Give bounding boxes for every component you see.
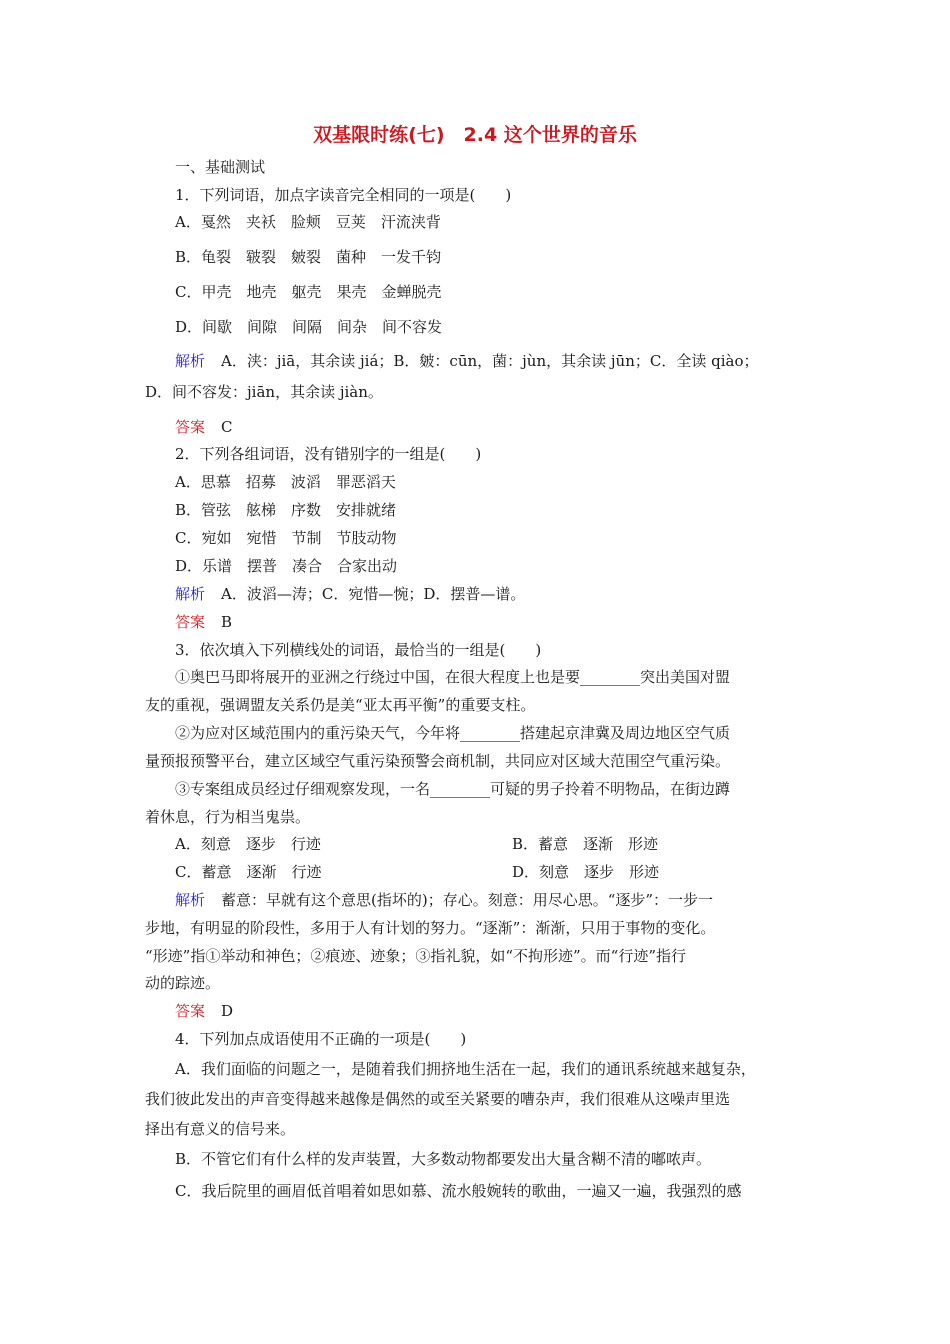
q4-option-c: C．我后院里的画眉低首唱着如思如慕、流水般婉转的歌曲，一遍又一遍，我强烈的感 bbox=[175, 1182, 742, 1200]
q2-answer bbox=[175, 611, 232, 633]
q2-stem: 2．下列各组词语，没有错别字的一组是( ) bbox=[175, 445, 482, 463]
page-title: 双基限时练(七) 2.4 这个世界的音乐 bbox=[313, 124, 637, 146]
q3-passage-3: ③专案组成员经过仔细观察发现，一名________可疑的男子拎着不明物品，在街边蹲 bbox=[175, 780, 731, 798]
q3-passage-1: ①奥巴马即将展开的亚洲之行绕过中国，在很大程度上也是要________突出美国对盟 bbox=[175, 668, 731, 686]
q3-stem: 3．依次填入下列横线处的词语，最恰当的一组是( ) bbox=[175, 641, 542, 659]
q2-analysis bbox=[175, 583, 525, 605]
q1-answer bbox=[175, 416, 233, 438]
answer-text: C bbox=[221, 418, 233, 436]
q2-option-a: A．思慕 招募 波滔 罪恶滔天 bbox=[175, 473, 396, 491]
q1-option-a: A．戛然 夹袄 脸颊 豆荚 汗流浃背 bbox=[175, 213, 441, 231]
q1-option-c: C．甲壳 地壳 躯壳 果壳 金蝉脱壳 bbox=[175, 283, 442, 301]
q3-analysis-cont-1: 步地，有明显的阶段性，多用于人有计划的努力。“逐渐”：渐渐，只用于事物的变化。 bbox=[145, 919, 716, 937]
q3-analysis-cont-2: “形迹”指①举动和神色；②痕迹、迹象；③指礼貌，如“不拘形迹”。而“行迹”指行 bbox=[145, 947, 687, 965]
q4-option-b: B．不管它们有什么样的发声装置，大多数动物都要发出大量含糊不清的嘟哝声。 bbox=[175, 1150, 712, 1168]
q4-option-a: A．我们面临的问题之一，是随着我们拥挤地生活在一起，我们的通讯系统越来越复杂， bbox=[175, 1060, 756, 1078]
q4-option-a-cont-1: 我们彼此发出的声音变得越来越像是偶然的或至关紧要的嘈杂声，我们很难从这噪声里选 bbox=[145, 1090, 731, 1108]
q3-analysis bbox=[175, 889, 713, 911]
answer-text: B bbox=[221, 613, 233, 631]
q1-option-d: D．间歇 间隙 间隔 间杂 间不容发 bbox=[175, 318, 443, 336]
analysis-label: 解析 bbox=[175, 891, 206, 909]
analysis-text: A．浃：jiā，其余读 jiá；B．皴：cūn，菌：jùn，其余读 jūn；C．全读 qiào； bbox=[221, 352, 759, 370]
answer-text: D bbox=[221, 1002, 234, 1020]
q2-option-d: D．乐谱 摆普 凑合 合家出动 bbox=[175, 557, 398, 575]
analysis-text: 蓄意：早就有这个意思(指坏的)；存心。刻意：用尽心思。“逐步”：一步一 bbox=[221, 891, 714, 909]
q3-passage-1-cont: 友的重视，强调盟友关系仍是美“亚太再平衡”的重要支柱。 bbox=[145, 696, 536, 714]
q1-stem: 1．下列词语，加点字读音完全相同的一项是( ) bbox=[175, 186, 512, 204]
answer-label: 答案 bbox=[175, 1002, 206, 1020]
answer-label: 答案 bbox=[175, 418, 206, 436]
q3-analysis-cont-3: 动的踪迹。 bbox=[145, 974, 221, 992]
q4-option-a-cont-2: 择出有意义的信号来。 bbox=[145, 1120, 296, 1138]
analysis-label: 解析 bbox=[175, 585, 206, 603]
q4-stem: 4．下列加点成语使用不正确的一项是( ) bbox=[175, 1030, 467, 1048]
q3-option-b: B．蓄意 逐渐 形迹 bbox=[512, 835, 659, 853]
q3-passage-3-cont: 着休息，行为相当鬼祟。 bbox=[145, 808, 311, 826]
q3-option-a: A．刻意 逐步 行迹 bbox=[175, 835, 321, 853]
analysis-text: A．波滔—涛；C．宛惜—惋；D．摆普—谱。 bbox=[221, 585, 526, 603]
q2-option-c: C．宛如 宛惜 节制 节肢动物 bbox=[175, 529, 397, 547]
q1-option-b: B．龟裂 皲裂 皴裂 菌种 一发千钧 bbox=[175, 248, 442, 266]
analysis-label: 解析 bbox=[175, 352, 206, 370]
q3-passage-2: ②为应对区域范围内的重污染天气，今年将________搭建起京津冀及周边地区空气质 bbox=[175, 724, 731, 742]
q2-option-b: B．管弦 舷梯 序数 安排就绪 bbox=[175, 501, 397, 519]
q3-option-c: C．蓄意 逐渐 行迹 bbox=[175, 863, 322, 881]
q3-option-d: D．刻意 逐步 形迹 bbox=[512, 863, 660, 881]
q1-analysis-cont: D．间不容发：jiān，其余读 jiàn。 bbox=[145, 383, 383, 401]
q1-analysis bbox=[175, 350, 758, 372]
section-heading: 一、基础测试 bbox=[175, 158, 266, 176]
q3-passage-2-cont: 量预报预警平台，建立区域空气重污染预警会商机制，共同应对区域大范围空气重污染。 bbox=[145, 752, 731, 770]
q3-answer bbox=[175, 1000, 233, 1022]
answer-label: 答案 bbox=[175, 613, 206, 631]
